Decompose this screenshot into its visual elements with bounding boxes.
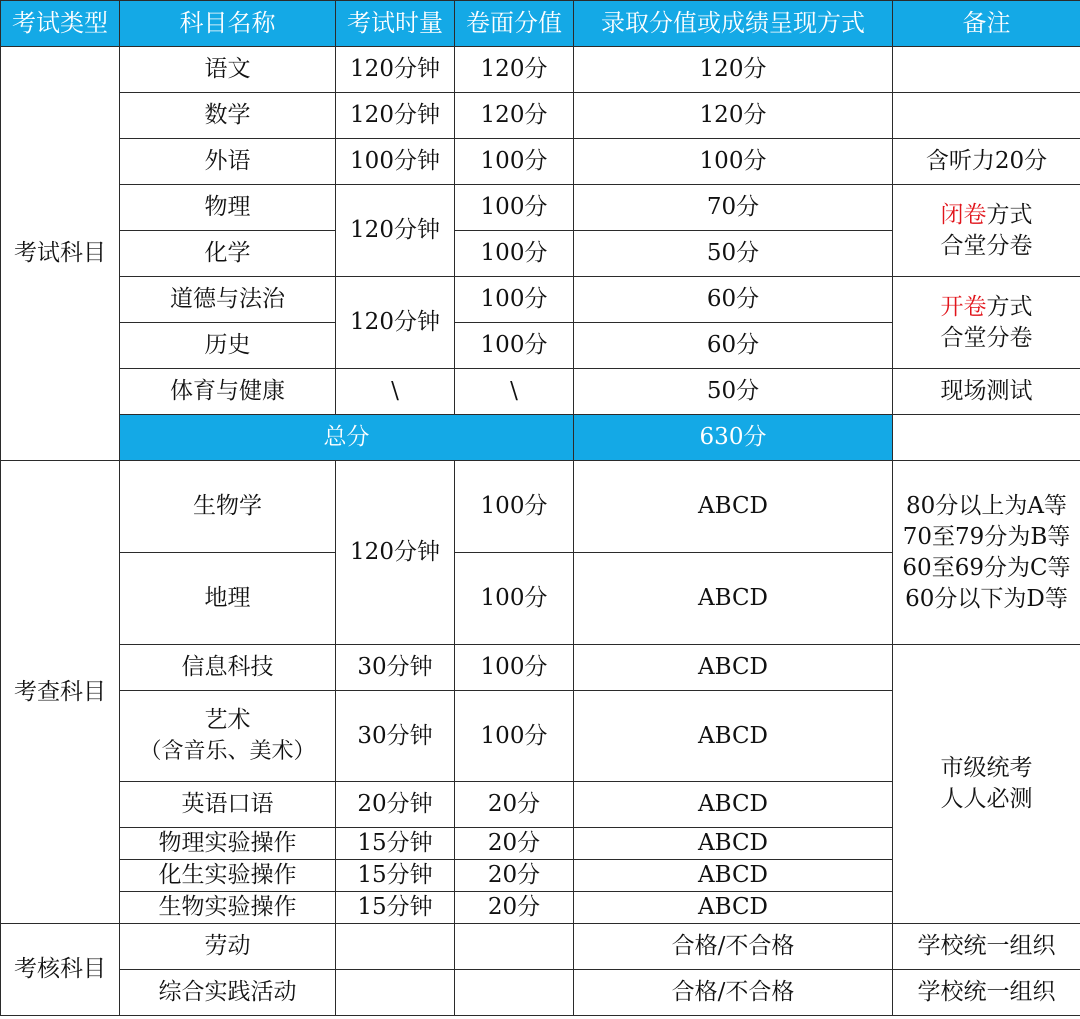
total-row (1, 415, 1080, 461)
table-row (1, 47, 1080, 93)
time-cell: 120分钟 (336, 461, 455, 645)
table-row (1, 185, 1080, 231)
result-cell: ABCD (574, 892, 893, 924)
subject-cell: 信息科技 (120, 645, 336, 691)
time-cell: 100分钟 (336, 139, 455, 185)
subject-cell: 外语 (120, 139, 336, 185)
score-cell: 100分 (455, 645, 574, 691)
closed-book-highlight: 闭卷 (940, 201, 987, 228)
table-row (1, 461, 1080, 553)
time-cell: \ (336, 369, 455, 415)
note-text: 方式 (986, 293, 1033, 320)
subject-cell: 物理 (120, 185, 336, 231)
subject-cell: 历史 (120, 323, 336, 369)
result-cell: 70分 (574, 185, 893, 231)
header-exam-time: 考试时量 (336, 1, 455, 47)
subject-cell: 化学 (120, 231, 336, 277)
table-row (1, 924, 1080, 970)
time-cell (336, 970, 455, 1016)
score-cell: 100分 (455, 139, 574, 185)
score-cell: 100分 (455, 185, 574, 231)
subject-cell: 劳动 (120, 924, 336, 970)
score-cell: 100分 (455, 323, 574, 369)
score-cell: 120分 (455, 47, 574, 93)
result-cell: ABCD (574, 691, 893, 782)
result-cell: 60分 (574, 277, 893, 323)
subject-cell: 语文 (120, 47, 336, 93)
result-cell: ABCD (574, 828, 893, 860)
time-cell: 30分钟 (336, 691, 455, 782)
score-cell: 20分 (455, 892, 574, 924)
total-value: 630分 (574, 415, 893, 461)
category-check: 考查科目 (1, 461, 120, 924)
result-cell: 120分 (574, 93, 893, 139)
note-line (893, 292, 1080, 323)
subject-sub: （含音乐、美术） (139, 739, 316, 764)
result-cell: 50分 (574, 369, 893, 415)
result-cell: ABCD (574, 782, 893, 828)
note-cell: 学校统一组织 (893, 924, 1080, 970)
score-cell: 20分 (455, 782, 574, 828)
grade-line-d: 60分以下为D等 (905, 585, 1068, 612)
subject-cell: 生物实验操作 (120, 892, 336, 924)
result-cell: ABCD (574, 461, 893, 553)
note-line: 市级统考 (940, 755, 1033, 781)
subject-cell: 英语口语 (120, 782, 336, 828)
subject-cell: 化生实验操作 (120, 860, 336, 892)
subject-cell: 地理 (120, 553, 336, 645)
time-cell: 120分钟 (336, 185, 455, 277)
category-assess: 考核科目 (1, 924, 120, 1016)
note-line: 合堂分卷 (940, 232, 1033, 259)
time-cell: 120分钟 (336, 277, 455, 369)
score-cell: 20分 (455, 860, 574, 892)
subject-cell: 体育与健康 (120, 369, 336, 415)
note-cell (893, 93, 1080, 139)
grade-line-a: 80分以上为A等 (906, 492, 1067, 519)
time-cell (336, 924, 455, 970)
table-row (1, 93, 1080, 139)
grade-line-b: 70至79分为B等 (902, 523, 1071, 550)
table-row (1, 369, 1080, 415)
result-cell: 50分 (574, 231, 893, 277)
table-row (1, 645, 1080, 691)
time-cell: 15分钟 (336, 892, 455, 924)
score-cell: 100分 (455, 231, 574, 277)
header-exam-type: 考试类型 (1, 1, 120, 47)
score-cell (455, 924, 574, 970)
time-cell: 30分钟 (336, 645, 455, 691)
header-subject-name: 科目名称 (120, 1, 336, 47)
header-result-format: 录取分值或成绩呈现方式 (574, 1, 893, 47)
note-cell: 含听力20分 (893, 139, 1080, 185)
table-row (1, 277, 1080, 323)
subject-cell-art (120, 691, 336, 782)
result-cell: 合格/不合格 (574, 924, 893, 970)
score-cell: 100分 (455, 691, 574, 782)
grade-note-cell (893, 461, 1080, 645)
result-cell: 60分 (574, 323, 893, 369)
time-cell: 20分钟 (336, 782, 455, 828)
table-row (1, 139, 1080, 185)
note-line (893, 200, 1080, 231)
total-note-blank (893, 415, 1080, 461)
time-cell: 120分钟 (336, 93, 455, 139)
note-line: 合堂分卷 (940, 324, 1033, 351)
category-exam: 考试科目 (1, 47, 120, 461)
note-line: 人人必测 (940, 786, 1033, 812)
note-cell-closed-book (893, 185, 1080, 277)
result-cell: ABCD (574, 553, 893, 645)
result-cell: 合格/不合格 (574, 970, 893, 1016)
city-note-cell (893, 645, 1080, 924)
note-cell (893, 47, 1080, 93)
result-cell: ABCD (574, 860, 893, 892)
subject-main: 艺术 (204, 707, 251, 733)
note-cell: 学校统一组织 (893, 970, 1080, 1016)
subject-cell: 生物学 (120, 461, 336, 553)
open-book-highlight: 开卷 (940, 293, 987, 320)
grade-line-c: 60至69分为C等 (902, 554, 1071, 581)
score-cell: 100分 (455, 461, 574, 553)
subject-cell: 道德与法治 (120, 277, 336, 323)
result-cell: 120分 (574, 47, 893, 93)
header-notes: 备注 (893, 1, 1080, 47)
score-cell (455, 970, 574, 1016)
score-cell: 20分 (455, 828, 574, 860)
note-cell-open-book (893, 277, 1080, 369)
result-cell: 100分 (574, 139, 893, 185)
note-text: 方式 (986, 201, 1033, 228)
time-cell: 15分钟 (336, 860, 455, 892)
result-cell: ABCD (574, 645, 893, 691)
score-cell: 100分 (455, 553, 574, 645)
subject-cell: 综合实践活动 (120, 970, 336, 1016)
subject-cell: 物理实验操作 (120, 828, 336, 860)
time-cell: 120分钟 (336, 47, 455, 93)
score-cell: \ (455, 369, 574, 415)
time-cell: 15分钟 (336, 828, 455, 860)
score-cell: 120分 (455, 93, 574, 139)
total-label: 总分 (120, 415, 574, 461)
table-row (1, 970, 1080, 1016)
subject-cell: 数学 (120, 93, 336, 139)
header-paper-score: 卷面分值 (455, 1, 574, 47)
score-cell: 100分 (455, 277, 574, 323)
note-cell: 现场测试 (893, 369, 1080, 415)
header-row (1, 1, 1080, 47)
